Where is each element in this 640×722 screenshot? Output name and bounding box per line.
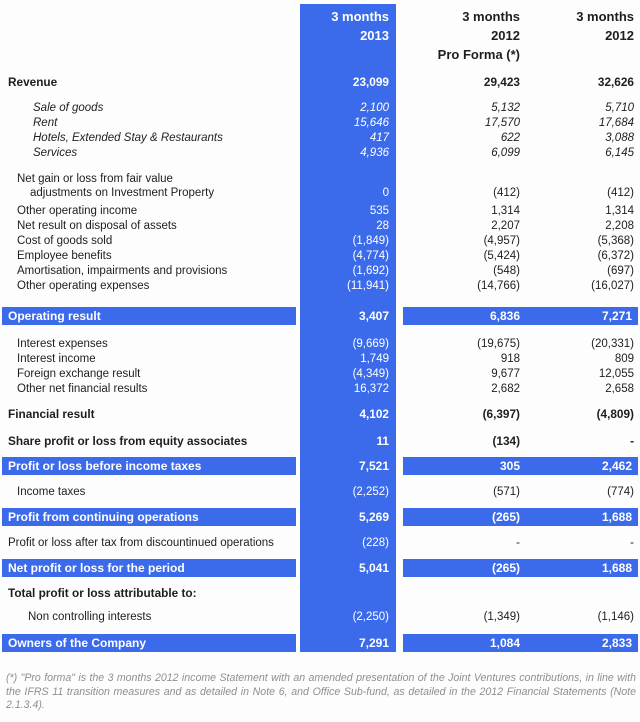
value-2012-proforma: (14,766) [477, 280, 520, 292]
value-2012-proforma: (4,957) [483, 235, 520, 247]
row-label: Interest expenses [17, 338, 108, 350]
column-gap [396, 559, 403, 577]
banner-label: Operating result [8, 309, 101, 323]
value-2012-proforma: (19,675) [477, 338, 520, 350]
table-header [0, 0, 640, 64]
row-label: Income taxes [17, 486, 86, 498]
row-label: Net result on disposal of assets [17, 220, 177, 232]
value-2012: 5,710 [605, 102, 634, 114]
value-2012: (697) [607, 265, 634, 277]
header-spacer [0, 4, 300, 64]
value-2012-proforma: 1,084 [489, 636, 520, 650]
table-row [0, 336, 640, 351]
banner-label: Owners of the Company [8, 636, 147, 650]
value-2012-proforma: (1,349) [483, 611, 520, 623]
row-label: Sale of goods [33, 102, 104, 114]
value-2013: 535 [369, 205, 389, 217]
col-header-2012 [520, 4, 640, 64]
value-2012-proforma: 6,836 [489, 309, 520, 323]
value-2012: (412) [607, 187, 634, 199]
value-2013: 3,407 [358, 309, 389, 323]
value-2013: (1,849) [352, 235, 389, 247]
footnote: (*) "Pro forma" is the 3 months 2012 income Statement with an amended presentation of the Joint Ventures contributions, in line with the IFRS 11 transition measures and as detailed in Note 6, and Office Sub-fund, as detailed in the 2012 Financial Statements (Note 2.1.3.4). [6, 672, 636, 711]
table-row [0, 406, 640, 421]
table-row [0, 115, 640, 130]
value-2013: (228) [362, 537, 389, 549]
value-2013: 11 [376, 434, 389, 448]
value-2012-proforma: (6,397) [482, 407, 520, 421]
banner-label: Profit from continuing operations [8, 510, 199, 524]
value-2013: 0 [382, 187, 389, 199]
banner-values-segment [403, 457, 638, 475]
table-row [0, 130, 640, 145]
value-2012: (20,331) [591, 338, 634, 350]
row-label: Hotels, Extended Stay & Restaurants [33, 132, 223, 144]
row-label-line1: Net gain or loss from fair value [17, 173, 173, 185]
value-2013: 7,521 [358, 459, 389, 473]
banner-label-segment [2, 559, 296, 577]
value-2012-proforma: - [516, 537, 520, 549]
value-2012-proforma: 1,314 [491, 205, 520, 217]
value-2013: (4,774) [352, 250, 389, 262]
value-2013: 2,100 [360, 102, 389, 114]
value-2012: 2,658 [605, 383, 634, 395]
banner-label-segment [2, 508, 296, 526]
value-2013: 28 [376, 220, 389, 232]
banner-label: Net profit or loss for the period [8, 561, 185, 575]
value-2013: 4,936 [360, 147, 389, 159]
value-2012: (6,372) [597, 250, 634, 262]
column-gap [396, 4, 403, 64]
row-label: Non controlling interests [28, 611, 152, 623]
column-gap [396, 307, 403, 325]
value-2013: 417 [369, 132, 389, 144]
value-2012: 6,145 [605, 147, 634, 159]
row-label: Other operating expenses [17, 280, 150, 292]
value-2013: (11,941) [347, 280, 389, 292]
value-2012-proforma: 5,132 [491, 102, 520, 114]
row-label: Employee benefits [17, 250, 112, 262]
table-row [0, 381, 640, 396]
col-header-2013 [300, 4, 396, 64]
value-2012-proforma: (412) [493, 187, 520, 199]
value-2012-proforma: (134) [492, 434, 520, 448]
value-2013: (2,252) [352, 486, 389, 498]
table-row [0, 433, 640, 448]
value-2012: 32,626 [597, 75, 634, 89]
value-2012-proforma: (548) [493, 265, 520, 277]
banner-label: Profit or loss before income taxes [8, 459, 202, 473]
row-label: Financial result [8, 407, 95, 421]
banner-values-segment [403, 508, 638, 526]
row-label [0, 172, 300, 200]
value-2012-proforma: (5,424) [483, 250, 520, 262]
row-label: Share profit or loss from equity associates [8, 434, 248, 448]
row-label: Total profit or loss attributable to: [8, 586, 197, 600]
value-2012: 2,462 [601, 459, 632, 473]
col-2012-line1: 3 months [576, 9, 634, 24]
value-2013: 7,291 [358, 636, 389, 650]
table-row [0, 366, 640, 381]
table-row [0, 248, 640, 263]
value-2013: 15,646 [353, 117, 389, 129]
table-row [0, 203, 640, 218]
col-2013-line1: 3 months [331, 9, 389, 24]
row-label: Foreign exchange result [17, 368, 141, 380]
table-row [0, 74, 640, 89]
value-2012: 1,688 [601, 561, 632, 575]
value-2012: (774) [607, 486, 634, 498]
row-label: Amortisation, impairments and provisions [17, 265, 228, 277]
row-label: Other operating income [17, 205, 138, 217]
value-2012: 1,314 [605, 205, 634, 217]
row-label-line2: adjustments on Investment Property [30, 187, 215, 199]
table-row [0, 145, 640, 160]
row-label: Other net financial results [17, 383, 148, 395]
col-2012pf-line2: 2012 [491, 28, 520, 43]
row-label: Services [33, 147, 78, 159]
banner-row [2, 559, 638, 577]
value-2012-proforma: 2,682 [491, 383, 520, 395]
col-2012-line2: 2012 [605, 28, 634, 43]
value-2012: 1,688 [601, 510, 632, 524]
value-2013: 4,102 [359, 407, 389, 421]
value-2012: (5,368) [597, 235, 634, 247]
col-2012pf-line1: 3 months [462, 9, 520, 24]
value-2012: (4,809) [596, 407, 634, 421]
value-2012-proforma: 6,099 [491, 147, 520, 159]
value-2012-proforma: (265) [491, 561, 520, 575]
value-2013: (9,669) [352, 338, 389, 350]
row-label: Rent [33, 117, 58, 129]
value-2012: 7,271 [601, 309, 632, 323]
table-row [0, 218, 640, 233]
column-gap [396, 508, 403, 526]
table-row [0, 585, 640, 600]
value-2013: (4,349) [352, 368, 389, 380]
value-2013: 16,372 [353, 383, 389, 395]
column-gap [396, 634, 403, 652]
table-row [0, 278, 640, 293]
value-2013: 23,099 [352, 75, 389, 89]
value-2012-proforma: 2,207 [491, 220, 520, 232]
table-body [0, 74, 640, 652]
value-2013: (2,250) [352, 611, 389, 623]
value-2012: 2,208 [605, 220, 634, 232]
table-row [0, 484, 640, 499]
value-2012-proforma: 305 [499, 459, 520, 473]
banner-row [2, 457, 638, 475]
value-2012-proforma: 918 [500, 353, 520, 365]
banner-label-segment [2, 307, 296, 325]
value-2012: 17,684 [598, 117, 634, 129]
value-2012: 809 [614, 353, 634, 365]
col-header-2012-proforma [403, 4, 520, 64]
table-row [0, 535, 640, 550]
banner-label-segment [2, 457, 296, 475]
value-2013: 5,269 [358, 510, 389, 524]
table-row [0, 233, 640, 248]
col-2012pf-line3: Pro Forma (*) [437, 47, 520, 62]
banner-values-segment [403, 634, 638, 652]
value-2012-proforma: (571) [493, 486, 520, 498]
value-2012: 2,833 [601, 636, 632, 650]
col-2013-line2: 2013 [360, 28, 389, 43]
value-2012: 12,055 [598, 368, 634, 380]
banner-row [2, 508, 638, 526]
value-2012-proforma: 29,423 [483, 75, 520, 89]
value-2012-proforma: 9,677 [491, 368, 520, 380]
banner-row [2, 634, 638, 652]
column-gap [396, 457, 403, 475]
value-2012: 3,088 [605, 132, 634, 144]
table-row [0, 170, 640, 200]
value-2012-proforma: 17,570 [484, 117, 520, 129]
banner-row [2, 307, 638, 325]
banner-label-segment [2, 634, 296, 652]
value-2012: (1,146) [597, 611, 634, 623]
row-label: Revenue [8, 75, 58, 89]
table-row [0, 609, 640, 624]
value-2012: (16,027) [591, 280, 634, 292]
banner-values-segment [403, 307, 638, 325]
value-2013: 5,041 [358, 561, 389, 575]
table-row [0, 263, 640, 278]
value-2012: - [630, 434, 634, 448]
banner-values-segment [403, 559, 638, 577]
row-label: Interest income [17, 353, 96, 365]
value-2012-proforma: (265) [491, 510, 520, 524]
table-row [0, 100, 640, 115]
value-2013: (1,692) [352, 265, 389, 277]
value-2013: 1,749 [360, 353, 389, 365]
value-2012: - [630, 537, 634, 549]
value-2012-proforma: 622 [500, 132, 520, 144]
table-row [0, 351, 640, 366]
row-label: Cost of goods sold [17, 235, 113, 247]
row-label: Profit or loss after tax from discountinued operations [8, 537, 274, 549]
